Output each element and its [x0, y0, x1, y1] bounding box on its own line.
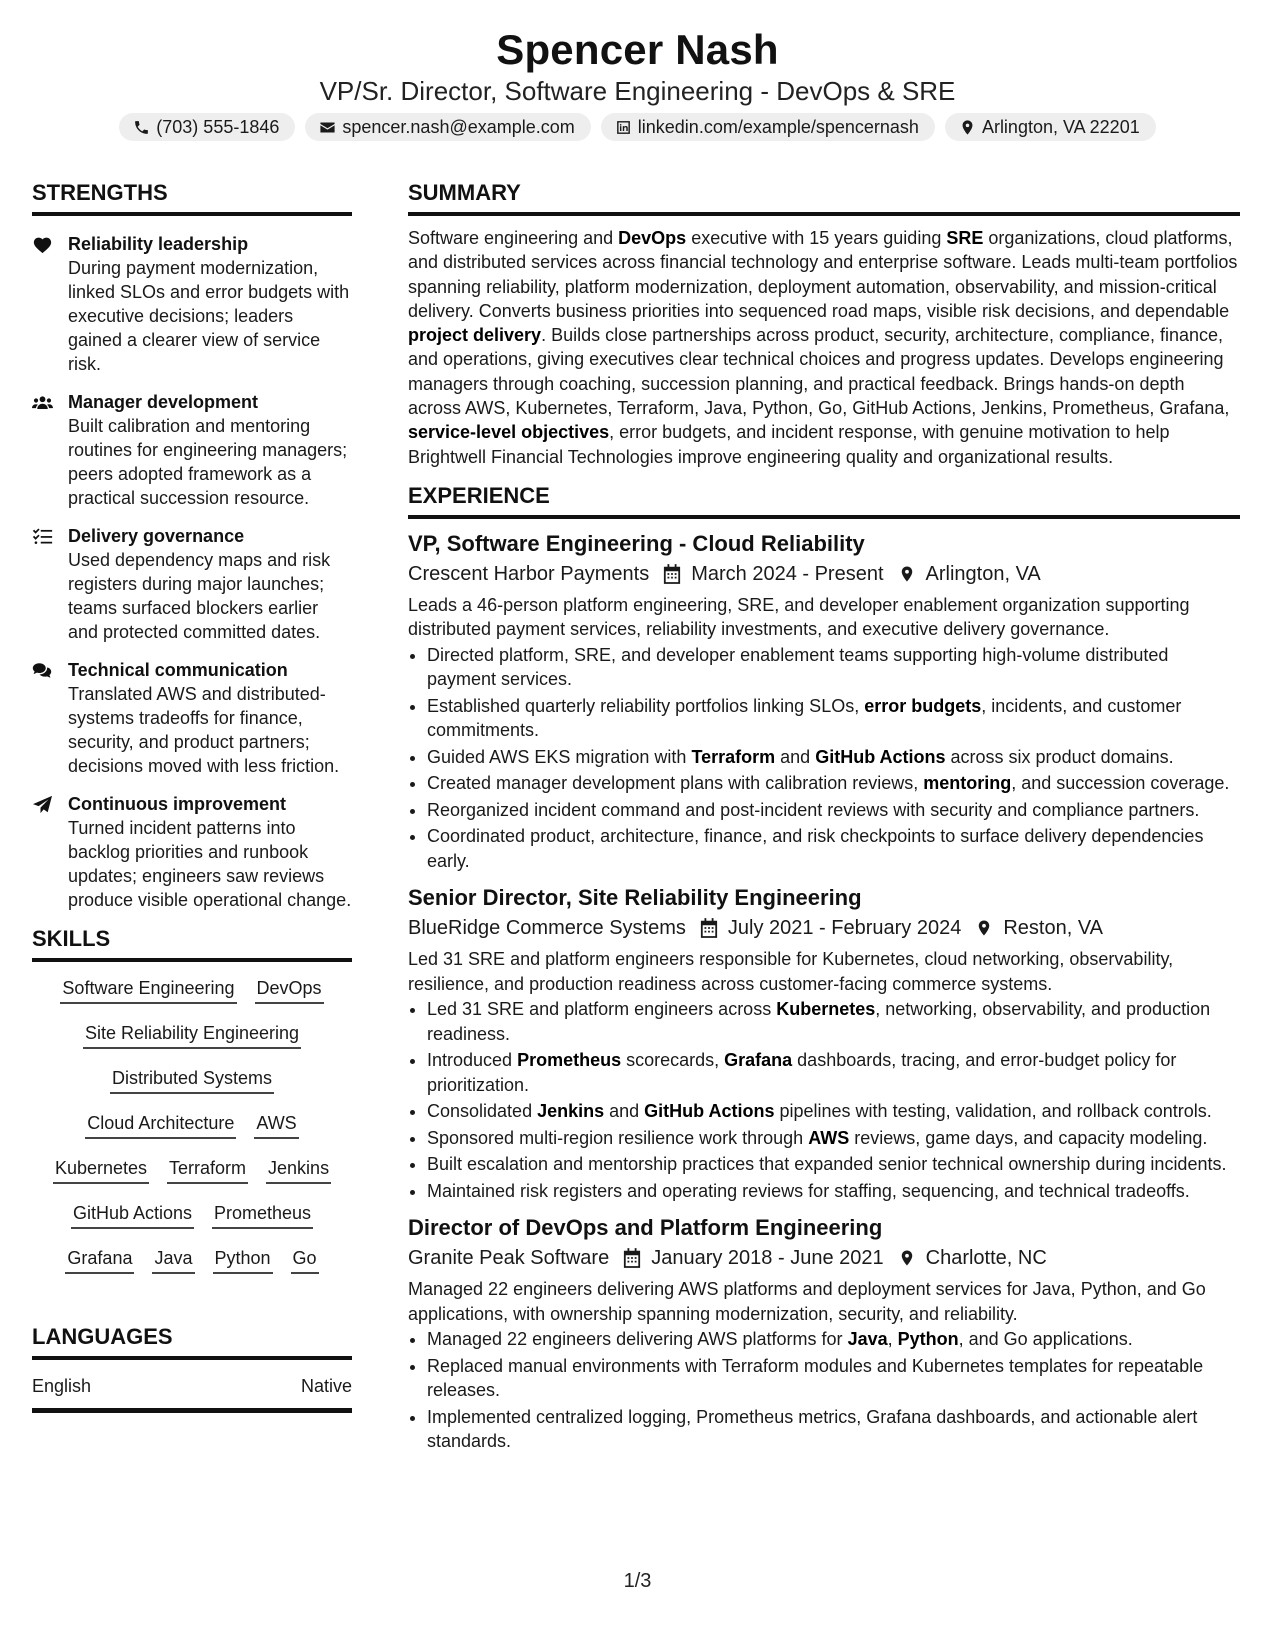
text-run: . Builds close partnerships across product, security, architecture, compliance, finance, and operations, giving executives clear technical choices and progress updates. Develops engineering managers through coaching, succession planning, and practical feedback. Brings hands-on depth across AWS, Kubernetes, Terraform, Java, Python, Go, GitHub Actions, Jenkins, Prometheus, Grafana, [408, 325, 1230, 419]
map-pin-icon [898, 564, 916, 584]
strengths-heading: STRENGTHS [32, 180, 352, 216]
candidate-headline: VP/Sr. Director, Software Engineering - DevOps & SRE [319, 76, 956, 106]
skill-tag: Distributed Systems [110, 1066, 274, 1094]
strength-title: Technical communication [68, 660, 288, 680]
text-run: executive with 15 years guiding [686, 228, 947, 248]
text-run: and [775, 746, 816, 767]
strength-title: Delivery governance [68, 526, 245, 546]
job-description: Managed 22 engineers delivering AWS platforms and deployment services for Java, Python, and Go applications, with ownership spanning modernization, security, and reliability. [408, 1279, 1206, 1324]
strength-item [32, 792, 352, 912]
text-run: , networking, observability, and production readiness. [427, 999, 1211, 1044]
skills-section [32, 926, 352, 1274]
job-entry [408, 883, 1240, 1203]
bold-keyword: DevOps [618, 228, 687, 248]
page-number: 1/3 [623, 1570, 652, 1592]
job-bullet [427, 771, 1240, 796]
text-run: Sponsored multi-region resilience work through [427, 1127, 809, 1148]
languages-section [32, 1324, 352, 1413]
contact-linkedin[interactable]: linkedin.com/example/spencernash [601, 113, 935, 141]
text-run: Created manager development plans with calibration reviews, [427, 773, 924, 794]
skill-tag: Go [291, 1246, 319, 1274]
calendar-icon [700, 918, 718, 938]
text-run: Directed platform, SRE, and developer enablement teams supporting high-volume distributed payment services. [427, 644, 1169, 690]
text-run: Introduced [427, 1050, 518, 1071]
bold-keyword: Java [847, 1329, 888, 1350]
text-run: Software engineering and [408, 228, 619, 248]
text-run: scorecards, [621, 1050, 725, 1071]
users-icon [32, 393, 53, 412]
text-run: and [604, 1101, 645, 1122]
job-meta [408, 913, 1240, 943]
job-location: Charlotte, NC [925, 1247, 1047, 1270]
bold-keyword: mentoring [923, 773, 1012, 794]
bold-keyword: project delivery [408, 325, 542, 346]
skill-tag: Grafana [65, 1246, 134, 1274]
contact-location[interactable]: Arlington, VA 22201 [945, 113, 1156, 141]
text-run: , [887, 1329, 898, 1350]
bold-keyword: Jenkins [537, 1101, 605, 1122]
text-run: , error budgets, and incident response, with genuine motivation to help Brightwell Financial Technologies improve engineering quality and organizational results. [408, 422, 1170, 467]
text-run: Consolidated [427, 1101, 538, 1122]
summary-heading: SUMMARY [408, 180, 1240, 216]
skills-heading: SKILLS [32, 926, 352, 962]
bold-keyword: GitHub Actions [815, 746, 946, 767]
bold-keyword: Prometheus [517, 1050, 622, 1071]
experience-section [408, 483, 1240, 1454]
bold-keyword: error budgets [864, 695, 982, 716]
strength-item [32, 390, 352, 510]
job-bullet [427, 997, 1240, 1046]
job-meta [408, 559, 1240, 589]
experience-heading: EXPERIENCE [408, 483, 1240, 519]
bold-keyword: SRE [946, 228, 984, 248]
right-column [408, 180, 1240, 1456]
text-run: organizations, cloud platforms, and distributed services across financial technology and enterprise software. Leads multi-team portfolios spanning reliability, platform modernization, deployment automation, observability, and mission-critical delivery. Converts business priorities into sequenced road maps, visible risk decisions, and dependable [408, 228, 1238, 321]
text-run: Led 31 SRE and platform engineers across [427, 999, 777, 1020]
job-bullet [427, 1354, 1240, 1403]
job-bullets [408, 643, 1240, 874]
job-dates: July 2021 - February 2024 [727, 917, 962, 940]
job-bullet [427, 798, 1240, 823]
calendar-icon [623, 1248, 641, 1268]
job-bullets [408, 997, 1240, 1203]
job-title: Director of DevOps and Platform Engineering [408, 1215, 883, 1241]
job-company: BlueRidge Commerce Systems [408, 917, 686, 940]
strength-description: Turned incident patterns into backlog priorities and runbook updates; engineers saw reviews produce visible operational change. [68, 818, 352, 910]
text-run: Managed 22 engineers delivering AWS platforms for [427, 1329, 848, 1350]
text-run: Reorganized incident command and post-incident reviews with security and compliance partners. [427, 799, 1200, 820]
job-location: Arlington, VA [925, 562, 1041, 585]
bold-keyword: GitHub Actions [644, 1101, 775, 1122]
skill-tag: AWS [254, 1111, 298, 1139]
skill-tag: Cloud Architecture [85, 1111, 236, 1139]
bold-keyword: Terraform [691, 746, 776, 767]
map-pin-icon [959, 119, 976, 136]
text-run: Guided AWS EKS migration with [427, 746, 692, 767]
text-run: Maintained risk registers and operating reviews for staffing, sequencing, and technical tradeoffs. [427, 1180, 1190, 1201]
text-run: reviews, game days, and capacity modeling. [849, 1127, 1208, 1148]
strength-title: Reliability leadership [68, 234, 249, 254]
text-run: , and succession coverage. [1011, 773, 1230, 794]
job-bullet [427, 824, 1240, 873]
candidate-name: Spencer Nash [496, 26, 779, 73]
skill-tag: Site Reliability Engineering [83, 1021, 301, 1049]
phone-icon [133, 119, 150, 136]
strength-item [32, 658, 352, 778]
map-pin-icon [898, 1248, 916, 1268]
contact-bar [0, 113, 1275, 141]
job-meta [408, 1243, 1240, 1273]
summary-section [408, 180, 1240, 469]
job-bullet [427, 1152, 1240, 1177]
skill-tag: Software Engineering [60, 976, 236, 1004]
job-company: Crescent Harbor Payments [408, 562, 650, 585]
calendar-icon [663, 564, 681, 584]
strength-title: Continuous improvement [68, 794, 287, 814]
strength-description: Built calibration and mentoring routines for engineering managers; peers adopted framework as a practical succession resource. [68, 416, 348, 508]
comments-icon [32, 661, 53, 680]
job-description: Leads a 46-person platform engineering, SRE, and developer enablement organization supporting distributed payment services, reliability investments, and executive delivery governance. [408, 594, 1190, 640]
skill-tag: Jenkins [266, 1156, 331, 1184]
job-bullet [427, 1179, 1240, 1204]
summary-text [408, 226, 1240, 469]
contact-email[interactable]: spencer.nash@example.com [305, 113, 590, 141]
text-run: Established quarterly reliability portfolios linking SLOs, [427, 695, 865, 716]
language-row [32, 1360, 352, 1413]
skill-tag: Terraform [167, 1156, 248, 1184]
job-location: Reston, VA [1003, 917, 1104, 940]
text-run: , incidents, and customer commitments. [427, 695, 1182, 741]
linkedin-icon [615, 119, 632, 136]
job-bullet [427, 1405, 1240, 1454]
strength-item [32, 232, 352, 376]
strengths-section [32, 180, 352, 912]
text-run: Coordinated product, architecture, finance, and risk checkpoints to surface delivery dependencies early. [427, 826, 1204, 871]
job-title: Senior Director, Site Reliability Engineering [408, 885, 862, 911]
text-run: across six product domains. [945, 746, 1174, 767]
job-bullet [427, 694, 1240, 743]
job-bullet [427, 1126, 1240, 1151]
envelope-icon [319, 119, 336, 136]
text-run: Implemented centralized logging, Prometheus metrics, Grafana dashboards, and actionable alert standards. [427, 1406, 1198, 1452]
map-pin-icon [975, 918, 993, 938]
paper-plane-icon [32, 795, 53, 814]
job-dates: March 2024 - Present [691, 562, 884, 585]
text-run: Replaced manual environments with Terraform modules and Kubernetes templates for repeatable releases. [427, 1355, 1204, 1401]
job-bullet [427, 1327, 1240, 1352]
strength-description: Used dependency maps and risk registers during major launches; teams surfaced blockers earlier and protected committed dates. [68, 550, 331, 642]
text-run: , and Go applications. [958, 1329, 1133, 1350]
strength-description: Translated AWS and distributed-systems tradeoffs for finance, security, and product partners; decisions moved with less friction. [68, 684, 340, 776]
strength-item [32, 524, 352, 644]
heart-icon [32, 235, 53, 254]
job-bullets [408, 1327, 1240, 1454]
text-run: dashboards, tracing, and error-budget policy for prioritization. [427, 1050, 1177, 1095]
left-column [32, 180, 352, 1413]
strength-title: Manager development [68, 392, 259, 412]
skill-tag: Python [213, 1246, 273, 1274]
skill-tag: Prometheus [212, 1201, 313, 1229]
job-bullet [427, 745, 1240, 770]
contact-phone[interactable]: (703) 555-1846 [119, 113, 295, 141]
checklist-icon [32, 527, 53, 546]
language-name: English [32, 1376, 92, 1396]
text-run: Built escalation and mentorship practices that expanded senior technical ownership during incidents. [427, 1154, 1227, 1175]
skill-tag: Java [152, 1246, 194, 1274]
job-bullet [427, 1099, 1240, 1124]
job-bullet [427, 643, 1240, 692]
language-level: Native [300, 1376, 352, 1396]
job-dates: January 2018 - June 2021 [651, 1247, 884, 1270]
bold-keyword: Grafana [724, 1050, 793, 1071]
text-run: pipelines with testing, validation, and rollback controls. [774, 1101, 1212, 1122]
bold-keyword: service-level objectives [408, 422, 610, 443]
bold-keyword: Kubernetes [776, 999, 876, 1020]
skill-tag: Kubernetes [53, 1156, 149, 1184]
skills-list [32, 962, 352, 1274]
job-company: Granite Peak Software [408, 1247, 610, 1270]
languages-heading: LANGUAGES [32, 1324, 352, 1360]
bold-keyword: AWS [808, 1127, 850, 1148]
skill-tag: GitHub Actions [71, 1201, 194, 1229]
skill-tag: DevOps [255, 976, 324, 1004]
strength-description: During payment modernization, linked SLOs and error budgets with executive decisions; leaders gained a clearer view of service risk. [68, 258, 350, 374]
job-entry [408, 529, 1240, 874]
job-bullet [427, 1048, 1240, 1097]
bold-keyword: Python [897, 1329, 959, 1350]
job-description: Led 31 SRE and platform engineers responsible for Kubernetes, cloud networking, observability, resilience, and production readiness across customer-facing commerce systems. [408, 949, 1174, 994]
job-title: VP, Software Engineering - Cloud Reliability [408, 530, 865, 556]
job-entry [408, 1213, 1240, 1454]
